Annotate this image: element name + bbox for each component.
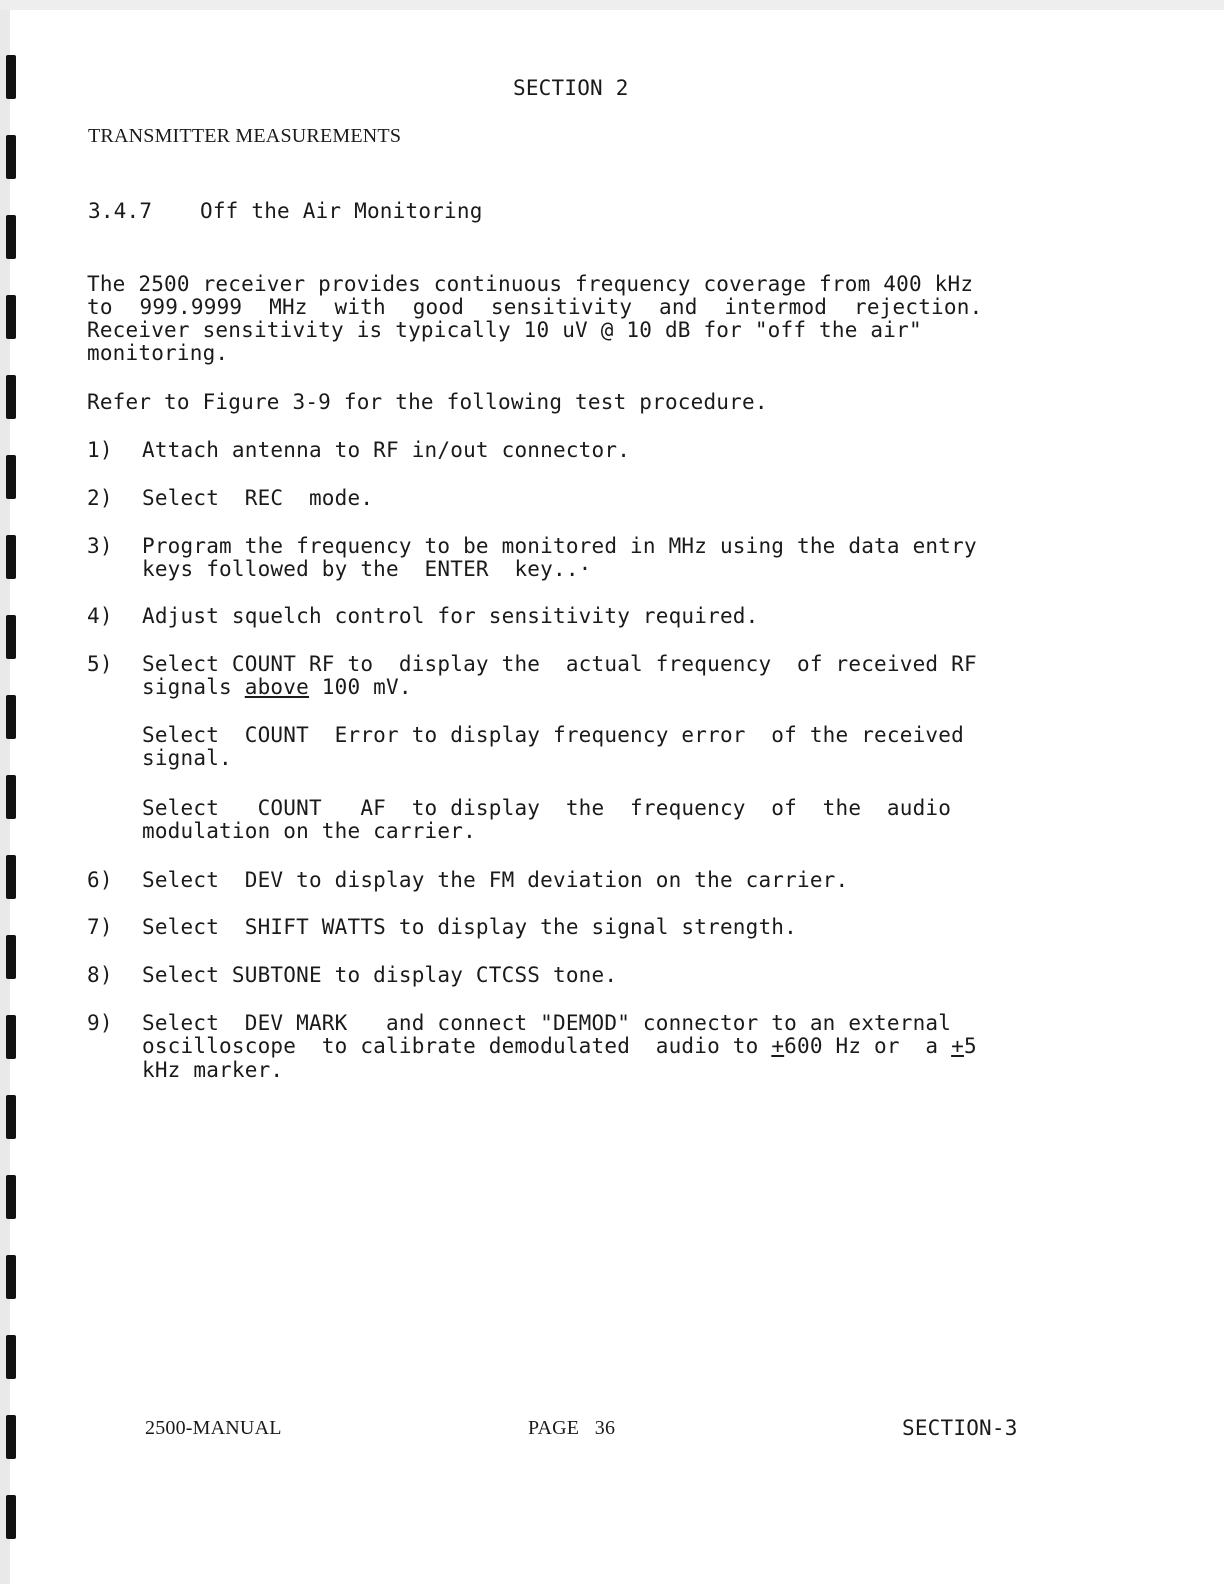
plus-minus-sign: + xyxy=(771,1034,785,1058)
subsection-title: Off the Air Monitoring xyxy=(200,199,483,223)
step-text: Adjust squelch control for sensitivity required. xyxy=(142,604,759,628)
subsection-number: 3.4.7 xyxy=(88,199,153,223)
step-number: 1) xyxy=(87,438,113,462)
binding-hole xyxy=(6,855,16,899)
plus-minus-sign: + xyxy=(951,1034,964,1058)
step-text-part: 100 mV. xyxy=(308,675,412,699)
step-text: keys followed by the ENTER key..· xyxy=(142,557,592,581)
binding-hole xyxy=(6,455,16,499)
step-text: kHz marker. xyxy=(142,1058,284,1082)
step-text: Attach antenna to RF in/out connector. xyxy=(142,438,631,462)
binding-hole xyxy=(6,1415,16,1459)
binding-hole xyxy=(6,775,16,819)
footer-page: PAGE 36 xyxy=(528,1417,616,1439)
step-text: Select SUBTONE to display CTCSS tone. xyxy=(142,963,618,987)
binding-hole xyxy=(6,295,16,339)
binding-hole xyxy=(6,1095,16,1139)
step-text: Program the frequency to be monitored in MHz using the data entry xyxy=(142,534,977,558)
step-number: 6) xyxy=(87,868,113,892)
step-text: modulation on the carrier. xyxy=(142,819,476,843)
binding-hole xyxy=(6,215,16,259)
step-text: Select COUNT AF to display the frequency of the audio xyxy=(142,796,952,820)
binding-hole xyxy=(6,695,16,739)
step-text: Select DEV to display the FM deviation on the carrier. xyxy=(142,868,849,892)
step-number: 5) xyxy=(87,652,113,676)
step-number: 9) xyxy=(87,1011,113,1035)
step-text: Select DEV MARK and connect "DEMOD" connector to an external xyxy=(142,1011,952,1035)
footer-manual: 2500-MANUAL xyxy=(145,1417,282,1439)
intro-line: monitoring. xyxy=(87,341,229,365)
step-text-part: 600 Hz or a xyxy=(784,1034,952,1058)
footer-section: SECTION-3 xyxy=(902,1416,1018,1440)
section-heading: SECTION 2 xyxy=(513,76,629,100)
step-text-part: oscilloscope to calibrate demodulated audio to xyxy=(142,1034,772,1058)
underlined-word: above xyxy=(244,675,309,699)
intro-line: The 2500 receiver provides continuous frequency coverage from 400 kHz xyxy=(87,272,974,296)
binding-hole xyxy=(6,375,16,419)
binding-hole xyxy=(6,535,16,579)
intro-line: Receiver sensitivity is typically 10 uV @ 10 dB for "off the air" xyxy=(87,318,922,342)
page-top-edge xyxy=(0,0,1224,10)
chapter-title: TRANSMITTER MEASUREMENTS xyxy=(88,125,402,147)
step-text: Select REC mode. xyxy=(142,486,374,510)
step-number: 3) xyxy=(87,534,113,558)
step-number: 8) xyxy=(87,963,113,987)
binding-hole xyxy=(6,1255,16,1299)
binding-hole xyxy=(6,135,16,179)
step-text: signal. xyxy=(142,746,232,770)
step-text: Select COUNT Error to display frequency error of the received xyxy=(142,723,964,747)
step-number: 2) xyxy=(87,486,113,510)
step-text xyxy=(142,1034,977,1058)
binding-hole xyxy=(6,935,16,979)
step-text: Select COUNT RF to display the actual frequency of received RF xyxy=(142,652,977,676)
binding-hole xyxy=(6,55,16,99)
step-number: 7) xyxy=(87,915,113,939)
intro-line: to 999.9999 MHz with good sensitivity and intermod rejection. xyxy=(87,295,983,319)
binding-hole xyxy=(6,1015,16,1059)
binding-hole xyxy=(6,1175,16,1219)
binding-hole xyxy=(6,1335,16,1379)
step-text-part: 5 xyxy=(963,1034,977,1058)
binding-hole xyxy=(6,1495,16,1539)
binding-hole xyxy=(6,615,16,659)
refer-line: Refer to Figure 3-9 for the following test procedure. xyxy=(87,390,768,414)
step-text-part: signals xyxy=(142,675,245,699)
step-number: 4) xyxy=(87,604,113,628)
step-text: Select SHIFT WATTS to display the signal strength. xyxy=(142,915,797,939)
step-text xyxy=(142,675,412,699)
